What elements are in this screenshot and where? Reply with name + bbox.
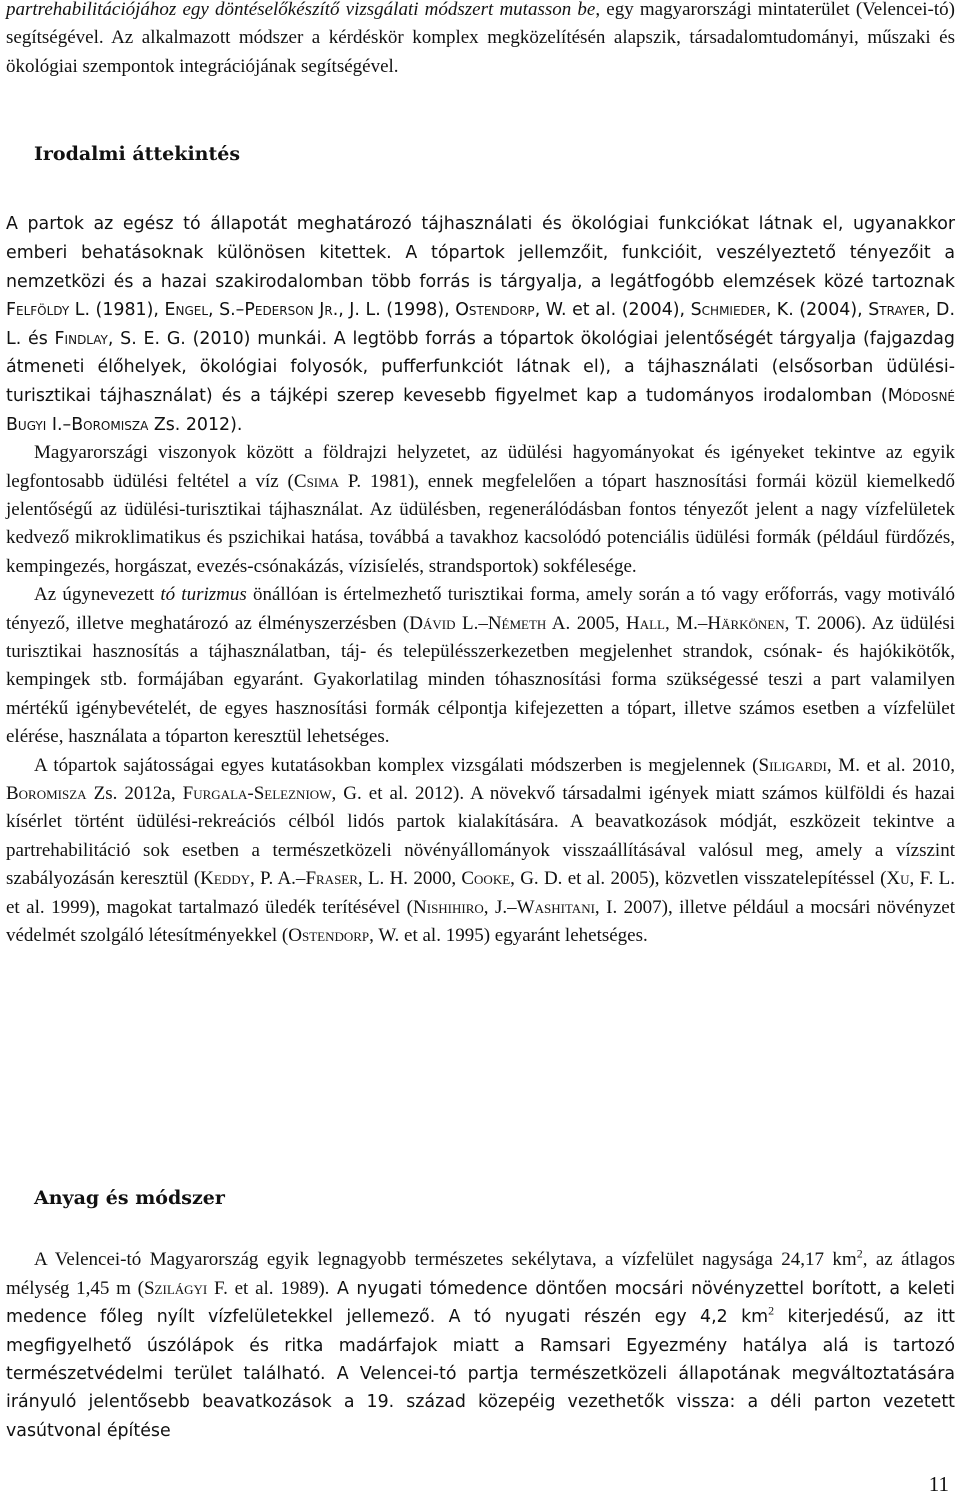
section-literature-review xyxy=(6,140,955,950)
section-heading-literature: Irodalmi áttekintés xyxy=(34,143,241,165)
section-materials-methods xyxy=(6,1184,955,1445)
page-number: 11 xyxy=(928,1472,949,1496)
literature-paragraph-3: Az úgynevezett tó turizmus önállóan is értelmezhető turisztikai forma, amely során a tó vagy erőforrás, vagy motiváló tényező, illetve meghatározó az élményszerzésben (Dávid L.–Németh A. 2005, Hall, M.–Härkönen, T. 2006). Az üdülési turisztikai hasznosítás a tájhasználatban, táj- és településszerkezetben megjelenhet strandok, csónak- és hajókikötők, kempingek stb. formájában egyaránt. Gyakorlatilag minden tóhasznosítási forma szükségessé teszi a part valamilyen mértékű igénybevételét, de egyes hasznosítási formák célpontja kifejezetten a tópart, illetve számos esetben a vízfelület elérése, használata a tóparton keresztül lehetséges. xyxy=(6,584,956,748)
literature-paragraph-4: A tópartok sajátosságai egyes kutatásokban komplex vizsgálati módszerben is megjelennek (Siligardi, M. et al. 2010, Boromisza Zs. 2012a, Furgala-Selezniow, G. et al. 2012). A növekvő társadalmi igények miatt számos külföldi és hazai kísérlet történt üdülési-rekreációs célból lidós partok kialakítására. A beavatkozások módját, eszközeit tekintve a partrehabilitáció sok esetben a természetközeli növényállományok visszaállításával valósul meg, amely a vízszint szabályozásán keresztül (Keddy, P. A.–Fraser, L. H. 2000, Cooke, G. D. et al. 2005), közvetlen visszatelepítéssel (Xu, F. L. et al. 1999), magokat tartalmazó üledék terítésével (Nishihiro, J.–Washitani, I. 2007), illetve például a mocsári növényzet védelmét szolgáló létesítményekkel (Ostendorp, W. et al. 1995) egyaránt lehetséges. xyxy=(6,754,956,947)
intro-italic-lead: partrehabilitációjához egy döntéselőkészítő vizsgálati módszert mutasson be xyxy=(6,0,596,20)
intro-paragraph: partrehabilitációjához egy döntéselőkészítő vizsgálati módszert mutasson be, egy magyarországi mintaterület (Velencei-tó) segítségével. Az alkalmazott módszer a kérdéskör komplex megközelítésén alapszik, társadalomtudományi, műszaki és ökológiai szempontok integrációjának segítségével. xyxy=(6,0,955,77)
methods-paragraph-1: A Velencei-tó Magyarország egyik legnagyobb természetes sekélytava, a vízfelület nagysága 24,17 $km^2$, az átlagos mélység 1,45 m (Szilágyi F. et al. 1989). A nyugati tómedence döntően mocsári növényzettel borított, a keleti medence főleg nyílt vízfelületekkel jellemező. A tó nyugati részén egy 4,2 $km^2$ kiterjedésű, az itt megfigyelhető úszólápok és ritka madárfajok miatt a Ramsari Egyezmény hatálya alá is tartozó természetvédelmi terület található. A Velencei-tó partja természetközeli állapotának megváltoztatására irányuló jelentősebb beavatkozások a 19. század közepéig vezethetők vissza: a déli parton vezetett vasútvonal építése xyxy=(6,1247,956,1441)
section-heading-methods: Anyag és módszer xyxy=(34,1187,225,1209)
literature-paragraph-1: A partok az egész tó állapotát meghatározó tájhasználati és ökológiai funkciókat látnak el, ugyanakkor emberi behatásoknak különösen kitettek. A tópartok jellemzőit, funkcióit, veszélyeztető tényezőit a nemzetközi és a hazai szakirodalomban több forrás is tárgyalja, a legátfogóbb elemzések közé tartoznak Felföldy L. (1981), Engel, S.–Pederson Jr., J. L. (1998), Ostendorp, W. et al. (2004), Schmieder, K. (2004), Strayer, D. L. és Findlay, S. E. G. (2010) munkái. A legtöbb forrás a tópartok ökológiai jelentőségét tárgyalja (fajgazdag átmeneti élőhelyek, ökológiai folyosók, pufferfunkciót látnak el), a tájhasználati (elsősorban üdülési-turisztikai tájhasználat) és a tájképi szerep kevesebb figyelmet kap a tudományos irodalomban (Módosné Bugyi I.–Boromisza Zs. 2012). xyxy=(6,214,956,435)
literature-paragraph-2: Magyarországi viszonyok között a földrajzi helyzetet, az üdülési hagyományokat és igényeket tekintve az egyik legfontosabb üdülési feltétel a víz (Csima P. 1981), ennek megfelelően a tópart hasznosítási formái közül kiemelkedő jelentőségű az üdülési-turisztikai tájhasználat. Az üdülésben, regenerálódásban fontos tényezőt jelent a nagy vízfelületek kedvező mikroklimatikus és pszichikai hatása, továbbá a tavakhoz kacsolódó potenciális üdülési formák (például fürdőzés, kempingezés, horgászat, evezés-csónakázás, vízisíelés, strandsportok) sokfélesége. xyxy=(6,442,955,577)
